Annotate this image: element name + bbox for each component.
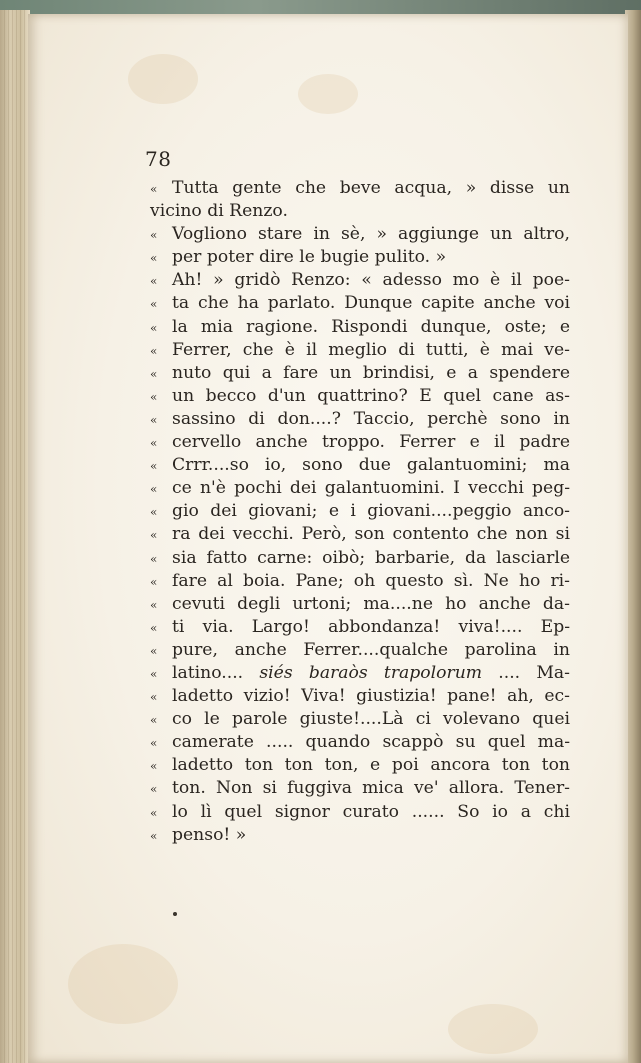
quote-mark: « [150, 551, 158, 566]
text-line [150, 616, 570, 639]
text-line [150, 731, 570, 754]
text-line [150, 639, 570, 662]
text-line [150, 547, 570, 570]
quote-mark: « [150, 436, 158, 451]
text-line [150, 177, 570, 200]
quote-mark: « [150, 274, 158, 289]
quote-mark: « [150, 182, 158, 196]
paper-stain [128, 54, 198, 104]
quote-mark: « [150, 690, 158, 705]
quote-mark: « [150, 228, 158, 243]
line-text: Vogliono stare in sè, » aggiunge un altro, [172, 224, 570, 245]
text-line [150, 685, 570, 708]
line-text: co le parole giuste!....Là ci volevano quei [172, 709, 570, 730]
text-line [150, 292, 570, 315]
quote-mark: « [150, 620, 158, 635]
quote-mark: « [150, 828, 158, 843]
quote-mark: « [150, 389, 158, 404]
line-text: nuto qui a fare un brindisi, e a spendere [172, 362, 570, 383]
line-text: la mia ragione. Rispondi dunque, oste; e [172, 316, 570, 337]
line-text: sassino di don....? Taccio, perchè sono in [172, 408, 570, 429]
quote-mark: « [150, 412, 158, 427]
line-text: vicino di Renzo. [150, 201, 288, 222]
text-line [150, 223, 570, 246]
line-text: gio dei giovani; e i giovani....peggio anco- [172, 501, 570, 522]
quote-mark: « [150, 713, 158, 728]
line-text: ladetto ton ton ton, e poi ancora ton ton [172, 755, 570, 776]
line-text: fare al boia. Pane; oh questo sì. Ne ho ri- [172, 570, 570, 591]
text-line [150, 431, 570, 454]
text-line [150, 662, 570, 685]
paper-stain [448, 1004, 538, 1054]
line-text: ta che ha parlato. Dunque capite anche voi [172, 293, 570, 314]
text-line [150, 408, 570, 431]
text-line [150, 200, 570, 223]
text-block [150, 177, 570, 847]
line-text: sia fatto carne: oibò; barbarie, da lasciarle [172, 547, 570, 568]
paper-stain [68, 944, 178, 1024]
text-line [150, 269, 570, 292]
line-text-part: latino.... [172, 662, 244, 683]
line-text: Ferrer, che è il meglio di tutti, è mai ve- [172, 339, 570, 360]
quote-mark: « [150, 759, 158, 774]
line-text: ti via. Largo! abbondanza! viva!.... Ep- [172, 616, 570, 637]
line-text: ladetto vizio! Viva! giustizia! pane! ah, ec- [172, 686, 570, 707]
quote-mark: « [150, 574, 158, 589]
ink-speck [173, 912, 177, 916]
text-line [150, 246, 570, 269]
line-text: ton. Non si fuggiva mica ve' allora. Tener- [172, 778, 570, 799]
quote-mark: « [150, 736, 158, 751]
text-line [150, 708, 570, 731]
line-text: ce n'è pochi dei galantuomini. I vecchi peg- [172, 478, 570, 499]
text-line [150, 777, 570, 800]
text-line [150, 339, 570, 362]
text-line [150, 500, 570, 523]
line-text-part: .... Ma- [498, 662, 570, 683]
line-text: pure, anche Ferrer....qualche parolina in [172, 639, 570, 660]
quote-mark: « [150, 505, 158, 520]
line-text: ra dei vecchi. Però, son contento che non si [172, 524, 570, 545]
line-text: Ah! » gridò Renzo: « adesso mo è il poe- [172, 270, 570, 291]
line-text: cervello anche troppo. Ferrer e il padre [172, 432, 570, 453]
line-text: camerate ..... quando scappò su quel ma- [172, 732, 570, 753]
background-surface [0, 0, 641, 14]
book-page-edges-left [0, 10, 30, 1063]
line-text: Tutta gente che beve acqua, » disse un [172, 178, 570, 198]
text-line [150, 593, 570, 616]
line-text [172, 662, 570, 685]
line-text: penso! » [172, 824, 247, 845]
text-line [150, 801, 570, 824]
text-line [150, 316, 570, 339]
quote-mark: « [150, 366, 158, 381]
line-text: lo lì quel signor curato ...... So io a chi [172, 801, 570, 822]
quote-mark: « [150, 666, 158, 681]
line-text: cevuti degli urtoni; ma....ne ho anche da- [172, 593, 570, 614]
quote-mark: « [150, 805, 158, 820]
quote-mark: « [150, 251, 158, 266]
text-line [150, 754, 570, 777]
quote-mark: « [150, 343, 158, 358]
text-line [150, 570, 570, 593]
quote-mark: « [150, 597, 158, 612]
text-line [150, 477, 570, 500]
page-number: 78 [145, 147, 172, 171]
text-line [150, 362, 570, 385]
quote-mark: « [150, 782, 158, 797]
quote-mark: « [150, 459, 158, 474]
text-line [150, 454, 570, 477]
text-line [150, 523, 570, 546]
line-text: per poter dire le bugie pulito. » [172, 247, 447, 268]
paper-stain [298, 74, 358, 114]
line-text: un becco d'un quattrino? E quel cane as- [172, 385, 570, 406]
quote-mark: « [150, 320, 158, 335]
line-text: Crrr....so io, sono due galantuomini; ma [172, 455, 570, 476]
text-line [150, 385, 570, 408]
text-line [150, 824, 570, 847]
quote-mark: « [150, 297, 158, 312]
quote-mark: « [150, 528, 158, 543]
quote-mark: « [150, 482, 158, 497]
latin-phrase: siés baraòs trapolorum [259, 662, 483, 683]
quote-mark: « [150, 643, 158, 658]
